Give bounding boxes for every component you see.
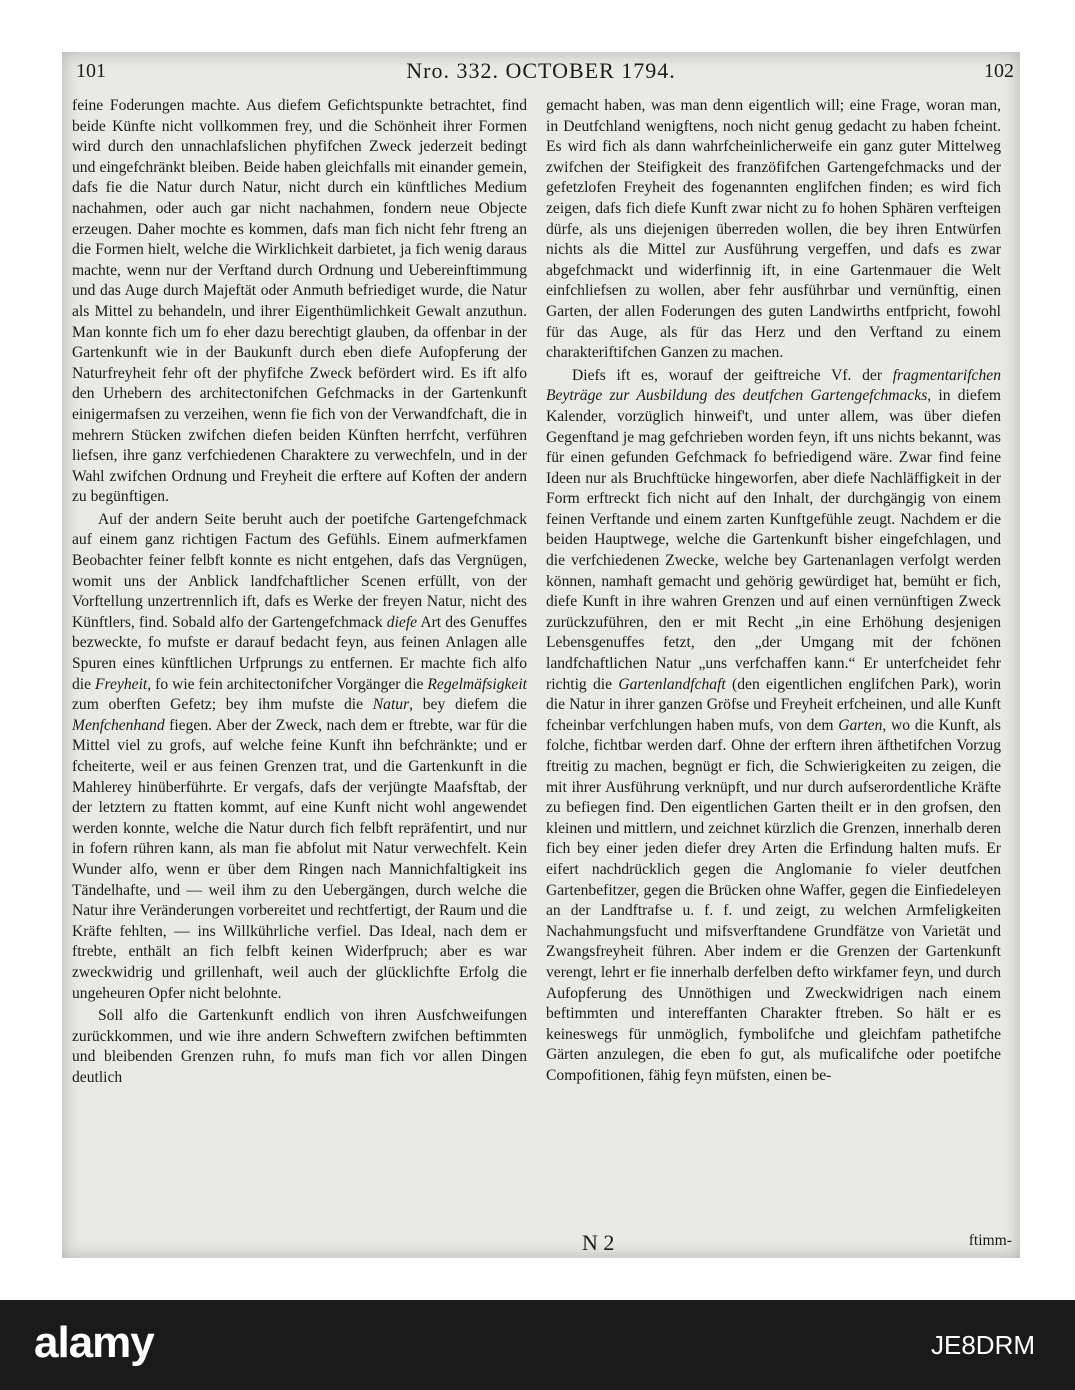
paragraph: Diefs ift es, worauf der geiftreiche Vf. der fragmentarifchen Beyträge zur Ausbildung des deutfchen Gartengefchmacks, in diefem Kalender, vorzüglich hinweif't, und unter allem, was über diefen Gegenftand je mag gefchrieben worden feyn, ift uns nichts bekannt, was für einen gefunden Gefchmack fo befriedigend wäre. Zwar find feine Ideen nur als Bruchftücke hingeworfen, aber diefe Nachläffigkeit in der Form erftreckt fich nicht auf den Inhalt, der durchgängig von einem feinen Verftande und einem zarten Kunftgefühle zeugt. Nachdem er die beiden Hauptwege, welche die Gartenkunft bisher eingefchlagen, und die verfchiedenen Zwecke, welche bey Gartenanlagen verfolgt werden können, namhaft gemacht und gehörig gewürdiget hat, bemüht er fich, diefe Kunft in ihre wahren Grenzen und auf einen vernünftigen Zweck zurückzuführen, den er mit Recht „in eine Erhöhung desjenigen Lebensgenuffes fetzt, den „der Umgang mit der fchönen landfchaftlichen Natur „uns verfchaffen kann.“ Er unterfcheidet fehr richtig die Gartenlandfchaft (den eigentlichen englifchen Park), worin die Natur in ihrer ganzen Gröfse und Freyheit erfcheinen, und alle Kunft fcheinbar verfchlungen haben mufs, von dem Garten, wo die Kunft, als folche, fichtbar werden darf. Ohne der erftern ihren äfthetifchen Vorzug ftreitig zu machen, begnügt er fich, die Schwierigkeiten zu zeigen, die mit ihrer Ausführung verknüpft, und nur durch aufserordentliche Kräfte zu befiegen find. Den eigentlichen Garten theilt er in den grofsen, den kleinen und mittlern, und zeichnet kürzlich die Grenzen, innerhalb deren fich bey einer jeden diefer drey Arten die Erfindung halten mufs. Er eifert nachdrücklich gegen die Anglomanie fo vieler deutfchen Gartenbefitzer, gegen die Brücken ohne Waffer, gegen die Einfiedeleyen an der Landftrafse u. f. f. und zeigt, zu welchen Armfeligkeiten Nachahmungsfucht und mifsverftandene Grundfätze von Varietät und Zwangsfreyheit führen. Aber indem er die Grenzen der Gartenkunft verengt, lehrt er fie innerhalb derfelben defto wirkfamer feyn, und durch Aufopferung des Unnöthigen und Zweckwidrigen nach einem beftimmten und intereffanten Charakter ftreben. So hält er es keineswegs für unmöglich, fymbolifche und gleichfam pathetifche Gärten anzulegen, die eben fo gut, als muficalifche oder poetifche Compofitionen, fähig feyn müfsten, einen be- — [546, 366, 1001, 1084]
text-column-right — [546, 96, 1001, 1196]
running-title: Nro. 332. OCTOBER 1794. — [406, 58, 676, 83]
text-column-left — [72, 96, 527, 1196]
paragraph: Auf der andern Seite beruht auch der poetifche Gartengefchmack auf einem ganz richtigen Factum des Gefühls. Einem aufmerkfamen Beobachter feiner felbft konnte es nicht entgehen, dafs das Vergnügen, womit uns der Anblick landfchaftlicher Scenen erfüllt, von der Vorftellung unzertrennlich ift, dafs es Werke der freyen Natur, nicht des Künftlers, find. Sobald alfo der Gartengefchmack diefe Art des Genuffes bezweckte, fo mufste er darauf bedacht feyn, aus feinen Anlagen alle Spuren eines künftlichen Urfprungs zu entfernen. Er machte fich alfo die Freyheit, fo wie fein architectonifcher Vorgänger die Regelmäfsigkeit zum oberften Gefetz; bey ihm mufste die Natur, bey diefem die Menfchenhand fiegen. Aber der Zweck, nach dem er ftrebte, war für die Mittel viel zu grofs, auf welche feine Kunft ihn befchränkte; und er fcheiterte, weil er aus feinen Grenzen trat, und die Gartenkunft in die Mahlerey hinüberführte. Er vergafs, dafs der verjüngte Maafsftab, der der letztern zu ftatten kommt, auf eine Kunft nicht wohl angewendet werden konnte, welche die Natur durch fich felbft repräfentirt, und nur in fofern rühren kann, als man fie abfolut mit Natur verwechfelt. Kein Wunder alfo, wenn er über dem Ringen nach Mannichfaltigkeit ins Tändelhafte, und — weil ihm zu den Uebergängen, durch welche die Natur ihre Veränderungen vorbereitet und rechtfertigt, der Raum und die Kräfte fehlten, — ins Willkührliche verfiel. Das Ideal, nach dem er ftrebte, enthält an fich felbft keinen Widerfpruch; aber es war zweckwidrig und grillenhaft, weil auch der glücklichfte Erfolg die ungeheuren Opfer nicht belohnte. — [72, 510, 527, 1002]
stock-logo: alamy — [34, 1318, 154, 1367]
page-number-right: 102 — [984, 60, 1014, 82]
image-id-label: JE8DRM — [930, 1330, 1035, 1360]
page-header — [62, 56, 1020, 88]
paragraph: Soll alfo die Gartenkunft endlich von ihren Ausfchweifungen zurückkommen, und wie ihre andern Schweftern zwifchen beftimmten und bleibenden Grenzen ruhn, fo mufs man fich vor allen Dingen deutlich — [72, 1007, 527, 1086]
page-number-left: 101 — [76, 60, 106, 82]
scanned-page — [62, 52, 1020, 1258]
paragraph: gemacht haben, was man denn eigentlich will; eine Frage, woran man, in Deutfchland wenigftens, noch nicht genug gedacht zu haben fcheint. Es wird fich als dann wahrfcheinlicherweife ein ganz guter Mittelweg zwifchen der Steifigkeit des franzöfifchen Gartengefchmacks und der gefetzlofen Freyheit des fogenannten englifchen finden; es wird fich zeigen, dafs fich diefe Kunft zwar nicht zu fo hohen Sphären verfteigen dürfe, als uns diejenigen überreden wollen, die bey ihren Entwürfen nichts als die Mittel zur Ausführung vergeffen, und dafs es zwar abgefchmackt und widerfinnig ift, in eine Gartenmauer die Welt einfchliefsen zu wollen, aber fehr ausführbar und vernünftig, einen Garten, der allen Foderungen des guten Landwirths entfpricht, fowohl für das Auge, als für das Herz und den Verftand zu einem charakteriftifchen Ganzen zu machen. — [546, 97, 1001, 362]
catchword: ftimm- — [968, 1232, 1012, 1249]
signature-mark: N 2 — [582, 1230, 615, 1255]
paragraph: feine Foderungen machte. Aus diefem Gefichtspunkte betrachtet, find beide Künfte nicht vollkommen frey, und die Schönheit ihrer Formen wird durch den unnachlafslichen phyfifchen Zweck jederzeit bedingt und eingefchränkt bleiben. Beide haben gleichfalls mit einander gemein, dafs fie die Natur durch Natur, nicht durch ein künftliches Medium nachahmen, oder auch gar nicht nachahmen, fondern neue Objecte erzeugen. Daher mochte es kommen, dafs man fich nicht fehr ftreng an die Formen hielt, welche die Wirklichkeit darbietet, ja fich wenig daraus machte, wenn nur der Verftand durch Ordnung und Uebereinftimmung und das Auge durch Majeftät oder Anmuth befriediget wurde, die Natur als Mittel zu behandeln, und ihrer Eigenthümlichkeit Gewalt anzuthun. Man konnte fich um fo eher dazu berechtigt glauben, da offenbar in der Gartenkunft wie in der Baukunft durch eben diefe Aufopferung der Naturfreyheit fehr oft der phyfifche Zweck befördert wird. Es ift alfo den Urhebern des architectonifchen Gefchmacks in der Gartenkunft einigermafsen zu verzeihen, wenn fie fich von der Verwandfchaft, die in mehrern Stücken zwifchen diefen beiden Künften herrfcht, verführen liefsen, ihre ganz verfchiedenen Charaktere zu verwechfeln, und in der Wahl zwifchen Ordnung und Freyheit die erftere auf Koften der andern zu begünftigen. — [72, 97, 527, 506]
watermark-band — [0, 1300, 1075, 1390]
